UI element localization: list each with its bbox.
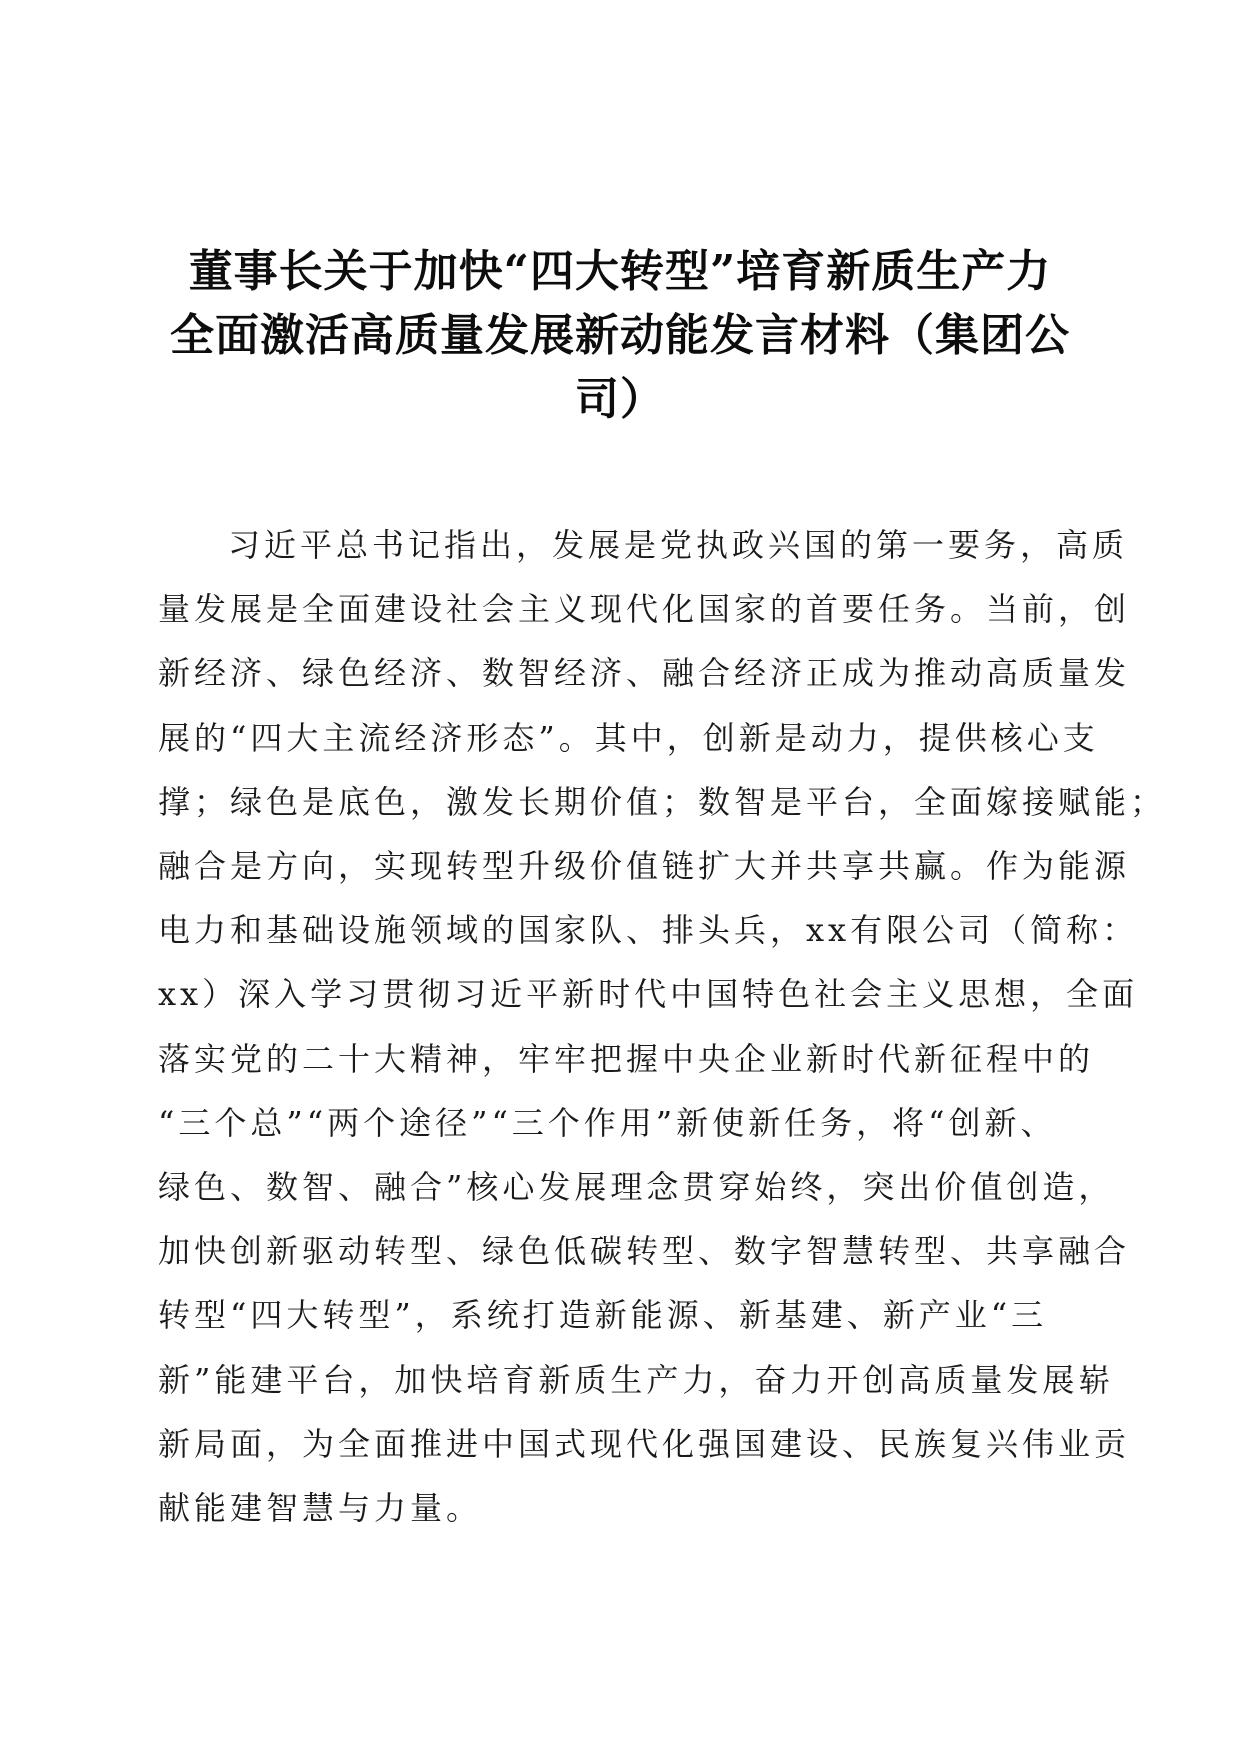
paragraph-line: 献能建智慧与力量。 [158, 1489, 483, 1528]
title-line: 司） [575, 374, 665, 425]
paragraph-line: “三个总”“两个途径”“三个作用”新使新任务，将“创新、 [158, 1103, 1057, 1142]
paragraph-line: 加快创新驱动转型、绿色低碳转型、数字智慧转型、共享融合 [158, 1232, 1131, 1271]
paragraph-line: 新局面，为全面推进中国式现代化强国建设、民族复兴伟业贡 [158, 1424, 1131, 1463]
paragraph-line: 电力和基础设施领域的国家队、排头兵，xx有限公司（简称： [158, 911, 1139, 950]
paragraph-line: 量发展是全面建设社会主义现代化国家的首要任务。当前，创 [158, 590, 1131, 629]
title-line: 全面激活高质量发展新动能发言材料（集团公 [170, 310, 1070, 361]
paragraph-line: 撑；绿色是底色，激发长期价值；数智是平台，全面嫁接赋能； [158, 782, 1167, 821]
paragraph-line: 新经济、绿色经济、数智经济、融合经济正成为推动高质量发 [158, 654, 1131, 693]
paragraph-line: 新”能建平台，加快培育新质生产力，奋力开创高质量发展崭 [158, 1360, 1115, 1399]
paragraph-line: 落实党的二十大精神，牢牢把握中央企业新时代新征程中的 [158, 1039, 1095, 1078]
paragraph-line: 习近平总书记指出，发展是党执政兴国的第一要务，高质 [228, 526, 1129, 564]
paragraph-line: 转型“四大转型”，系统打造新能源、新基建、新产业“三 [158, 1296, 1048, 1335]
title-line: 董事长关于加快“四大转型”培育新质生产力 [188, 246, 1052, 297]
paragraph-line: xx）深入学习贯彻习近平新时代中国特色社会主义思想，全面 [158, 975, 1139, 1014]
body-paragraph [158, 513, 1167, 1540]
document-title [150, 240, 1090, 432]
paragraph-line: 展的“四大主流经济形态”。其中，创新是动力，提供核心支 [158, 718, 1099, 757]
paragraph-line: 融合是方向，实现转型升级价值链扩大并共享共赢。作为能源 [158, 847, 1131, 886]
paragraph-line: 绿色、数智、融合”核心发展理念贯穿始终，突出价值创造， [158, 1168, 1115, 1207]
